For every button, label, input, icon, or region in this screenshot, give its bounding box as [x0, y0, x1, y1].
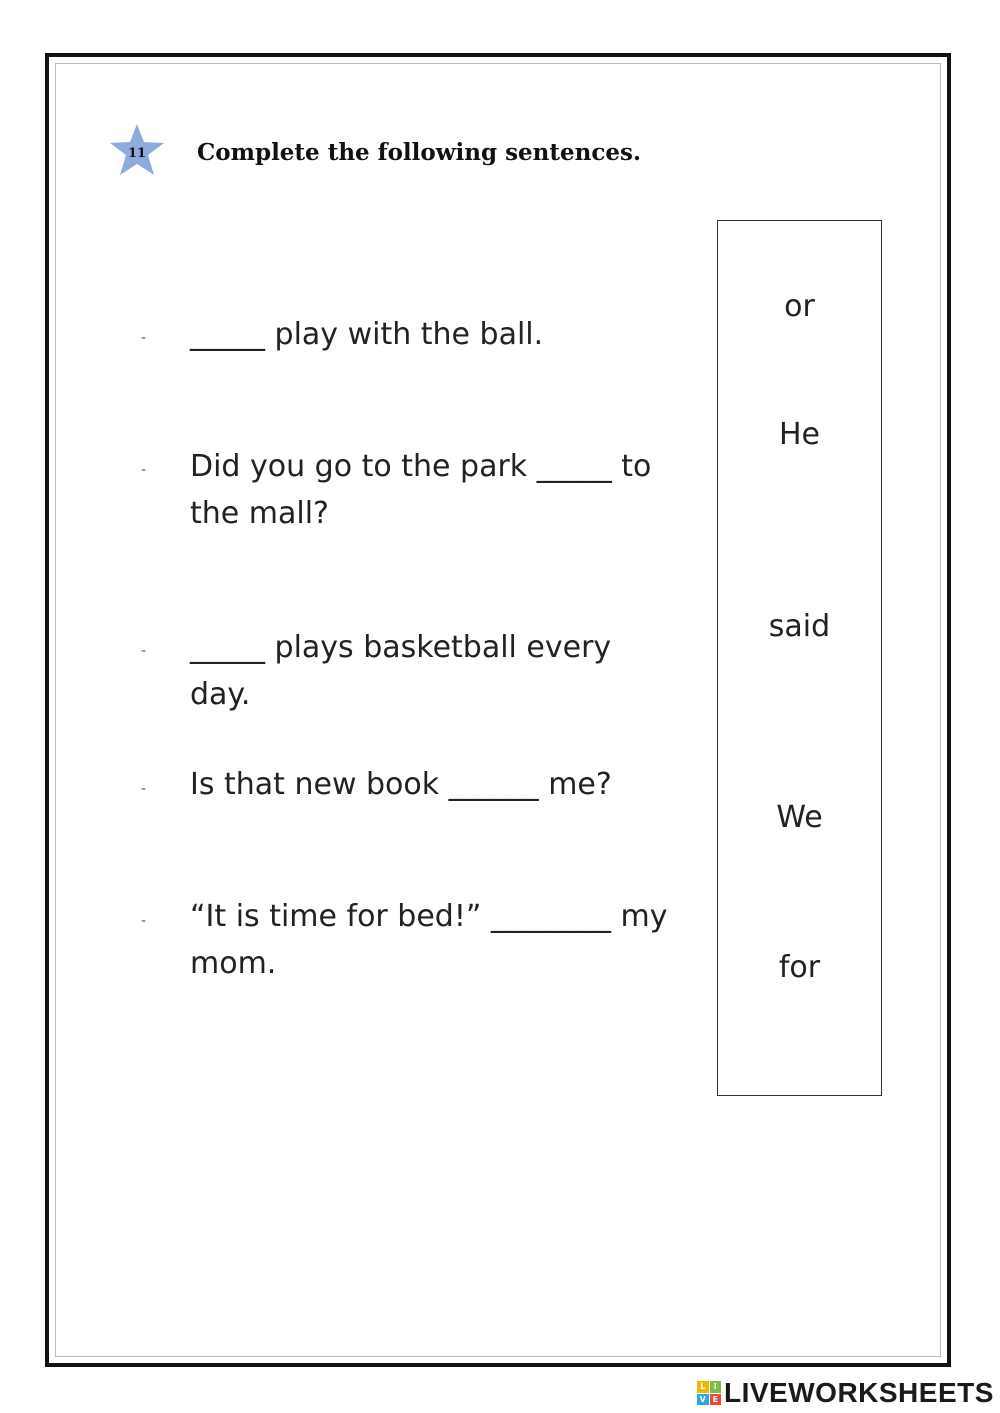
logo-text: LIVEWORKSHEETS	[724, 1377, 994, 1408]
word-bank	[717, 220, 882, 1096]
logo-icon: L I V E	[697, 1381, 721, 1405]
sentence-dash: -	[141, 781, 147, 797]
word-bank-item[interactable]: He	[778, 417, 820, 452]
sentence-2[interactable]: Did you go to the park _____ to the mall?	[190, 449, 652, 531]
word-bank-item[interactable]: said	[768, 609, 831, 644]
liveworksheets-logo[interactable]	[697, 1376, 994, 1410]
sentence-4[interactable]: Is that new book ______ me?	[190, 767, 612, 802]
word-bank-item[interactable]: We	[776, 800, 823, 835]
sentence-dash: -	[141, 643, 147, 659]
sentence-5[interactable]: “It is time for bed!” ________ my mom.	[190, 899, 668, 981]
sentence-dash: -	[141, 462, 147, 478]
exercise-number-badge	[109, 122, 169, 180]
instruction-heading: Complete the following sentences.	[197, 139, 641, 166]
exercise-number: 11	[127, 146, 147, 161]
sentence-1[interactable]: _____ play with the ball.	[190, 317, 544, 352]
sentence-dash: -	[141, 913, 147, 929]
word-bank-item[interactable]: or	[784, 289, 815, 324]
sentence-3[interactable]: _____ plays basketball every day.	[190, 630, 612, 712]
sentence-dash: -	[141, 330, 147, 346]
word-bank-item[interactable]: for	[778, 950, 821, 985]
